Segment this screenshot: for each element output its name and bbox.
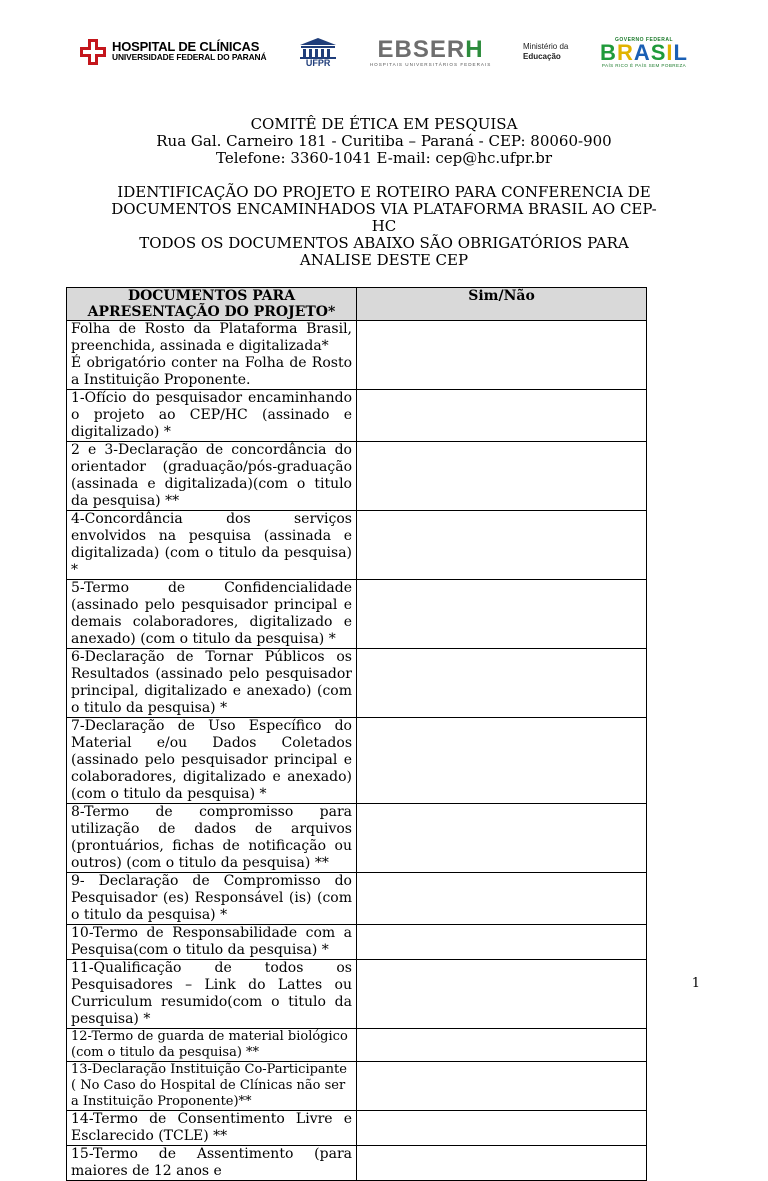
table-row (67, 390, 647, 442)
ebserh-logo (369, 35, 492, 67)
document-cell: 5-Termo de Confidencialidade (assinado pelo pesquisador principal e demais colaboradores, digitalizado e anexado) (com o titulo da pesquisa) * (67, 580, 357, 649)
table-row (67, 1029, 647, 1062)
hc-logo-line2: UNIVERSIDADE FEDERAL DO PARANÁ (112, 52, 267, 62)
document-cell (67, 321, 357, 390)
title-line-4: TODOS OS DOCUMENTOS ABAIXO SÃO OBRIGATÓRIOS PARA (139, 234, 629, 252)
table-row (67, 925, 647, 960)
sim-nao-cell[interactable] (357, 804, 647, 873)
table-row (67, 960, 647, 1029)
sim-nao-cell[interactable] (357, 511, 647, 580)
sim-nao-cell[interactable] (357, 390, 647, 442)
table-row (67, 442, 647, 511)
sim-nao-cell[interactable] (357, 1062, 647, 1111)
page-number: 1 (691, 976, 700, 991)
document-cell: 1-Ofício do pesquisador encaminhando o projeto ao CEP/HC (assinado e digitalizado) * (67, 390, 357, 442)
committee-contact: Telefone: 3360-1041 E-mail: cep@hc.ufpr.br (216, 149, 552, 167)
sim-nao-cell[interactable] (357, 1111, 647, 1146)
table-header-row (67, 288, 647, 321)
ebserh-logo-word: EBSERH (377, 35, 484, 63)
hospital-cross-icon (78, 39, 108, 65)
table-row (67, 1062, 647, 1111)
column-header-sim-nao: Sim/Não (357, 288, 647, 321)
sim-nao-cell[interactable] (357, 1146, 647, 1181)
committee-address: Rua Gal. Carneiro 181 - Curitiba – Paraná - CEP: 80060-900 (156, 132, 612, 150)
ufpr-building-icon (298, 37, 338, 59)
brasil-logo-top: GOVERNO FEDERAL (614, 36, 674, 43)
ufpr-logo-label: UFPR (305, 57, 331, 68)
table-row (67, 873, 647, 925)
document-cell: 8-Termo de compromisso para utilização de dados de arquivos (prontuários, fichas de notificação ou outros) (com o titulo da pesquisa) ** (67, 804, 357, 873)
table-row (67, 511, 647, 580)
ufpr-logo (298, 37, 338, 68)
table-row (67, 804, 647, 873)
hc-logo-line1: HOSPITAL DE CLÍNICAS (112, 39, 260, 54)
table-row (67, 1111, 647, 1146)
document-cell: 9- Declaração de Compromisso do Pesquisador (es) Responsável (is) (com o titulo da pesquisa) * (67, 873, 357, 925)
ministerio-educacao-logo (523, 42, 568, 62)
table-row (67, 649, 647, 718)
committee-header (60, 116, 708, 167)
document-cell: 10-Termo de Responsabilidade com a Pesquisa(com o titulo da pesquisa) * (67, 925, 357, 960)
sim-nao-cell[interactable] (357, 1029, 647, 1062)
mec-logo-line2: Educação (523, 52, 561, 61)
document-cell: 4-Concordância dos serviços envolvidos na pesquisa (assinada e digitalizada) (com o titulo da pesquisa) * (67, 511, 357, 580)
sim-nao-cell[interactable] (357, 649, 647, 718)
governo-federal-brasil-logo (600, 37, 688, 68)
document-cell: 6-Declaração de Tornar Públicos os Resultados (assinado pelo pesquisador principal, digitalizado e anexado) (com o titulo da pesquisa) * (67, 649, 357, 718)
logo-strip (78, 34, 688, 70)
document-text: Folha de Rosto da Plataforma Brasil, preenchida, assinada e digitalizada* (71, 321, 352, 354)
ebserh-logo-subtitle: HOSPITAIS UNIVERSITÁRIOS FEDERAIS (369, 61, 492, 67)
document-cell: 15-Termo de Assentimento (para maiores de 12 anos e (67, 1146, 357, 1181)
table-row (67, 580, 647, 649)
document-note: É obrigatório conter na Folha de Rosto a Instituição Proponente. (71, 355, 352, 388)
document-cell: 11-Qualificação de todos os Pesquisadores – Link do Lattes ou Curriculum resumido(com o titulo da pesquisa) * (67, 960, 357, 1029)
title-line-1: IDENTIFICAÇÃO DO PROJETO E ROTEIRO PARA CONFERENCIA DE (117, 183, 651, 201)
sim-nao-cell[interactable] (357, 960, 647, 1029)
document-title (60, 184, 708, 269)
title-line-5: ANALISE DESTE CEP (299, 251, 469, 269)
table-row (67, 321, 647, 390)
sim-nao-cell[interactable] (357, 925, 647, 960)
committee-name: COMITÊ DE ÉTICA EM PESQUISA (250, 115, 518, 133)
title-line-2: DOCUMENTOS ENCAMINHADOS VIA PLATAFORMA BRASIL AO CEP- (111, 200, 657, 218)
mec-logo-line1: Ministério da (523, 42, 569, 51)
document-cell: 13-Declaração Instituição Co-Participante ( No Caso do Hospital de Clínicas não ser a Instituição Proponente)** (67, 1062, 357, 1111)
column-header-documents: DOCUMENTOS PARA APRESENTAÇÃO DO PROJETO* (67, 288, 357, 321)
document-cell: 7-Declaração de Uso Específico do Material e/ou Dados Coletados (assinado pelo pesquisador principal e colaboradores, digitalizado e anexado) (com o titulo da pesquisa) * (67, 718, 357, 804)
sim-nao-cell[interactable] (357, 873, 647, 925)
hospital-de-clinicas-logo (78, 39, 266, 65)
document-cell: 2 e 3-Declaração de concordância do orientador (graduação/pós-graduação (assinada e digitalizada)(com o titulo da pesquisa) ** (67, 442, 357, 511)
sim-nao-cell[interactable] (357, 442, 647, 511)
sim-nao-cell[interactable] (357, 580, 647, 649)
table-row (67, 1146, 647, 1181)
brasil-logo-word: BRASIL (600, 39, 688, 65)
documents-checklist-table (66, 287, 647, 1181)
title-line-3: HC (371, 217, 397, 235)
sim-nao-cell[interactable] (357, 321, 647, 390)
document-cell: 14-Termo de Consentimento Livre e Esclarecido (TCLE) ** (67, 1111, 357, 1146)
document-cell: 12-Termo de guarda de material biológico (com o titulo da pesquisa) ** (67, 1029, 357, 1062)
table-row (67, 718, 647, 804)
sim-nao-cell[interactable] (357, 718, 647, 804)
brasil-logo-slogan: PAÍS RICO É PAÍS SEM POBREZA (601, 62, 687, 68)
